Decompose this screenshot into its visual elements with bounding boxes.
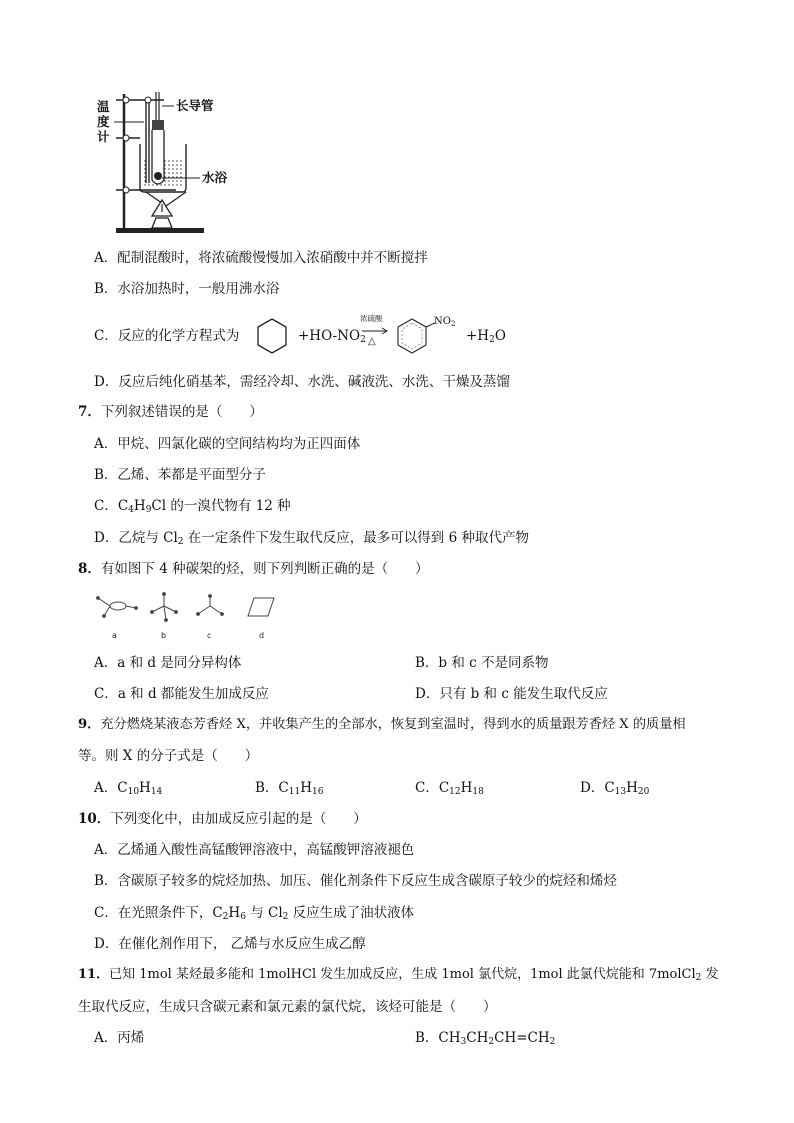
q10-option-b: B．含碳原子较多的烷烃加热、加压、催化剂条件下反应生成含碳原子较少的烷烃和烯烃 — [94, 873, 617, 889]
q9-option-b: B．$C_{11}H_{16}$ — [255, 780, 324, 797]
reaction-arrow-icon — [362, 326, 390, 336]
q6-option-d: D．反应后纯化硝基苯，需经冷却、水洗、碱液洗、水洗、干燥及蒸馏 — [94, 374, 510, 390]
skeleton-label-b: b — [161, 631, 167, 640]
apparatus-figure — [96, 88, 236, 236]
benzene-ring-reactant — [255, 317, 289, 355]
label-long-tube: 长导管 — [176, 98, 214, 113]
q8-option-b: B．b 和 c 不是同系物 — [415, 655, 549, 671]
skeleton-b — [151, 593, 178, 622]
q7-option-a: A．甲烷、四氯化碳的空间结构均为正四面体 — [94, 436, 361, 452]
skeleton-label-a: a — [112, 631, 117, 640]
label-thermometer-3: 计 — [97, 129, 110, 144]
q11-option-a: A．丙烯 — [94, 1030, 145, 1046]
q10-option-d: D．在催化剂作用下， 乙烯与水反应生成乙醇 — [94, 936, 366, 952]
q6-option-c — [94, 327, 239, 345]
q7-option-d: D．乙烷与 $Cl_2$ 在一定条件下发生取代反应，最多可以得到 6 种取代产物 — [94, 530, 529, 547]
q11-stem-line1: 11．已知 1mol 某烃最多能和 1molHCl 发生加成反应，生成 1mol 氯代烷，1mol 此氯代烷能和 7molCl$_2$ 发 — [78, 967, 719, 983]
label-thermometer-2: 度 — [97, 114, 110, 129]
q6-product-water: $+H_2O$ — [466, 328, 506, 345]
q8-stem: 8．有如图下 4 种碳架的烃，则下列判断正确的是（ ） — [78, 561, 429, 577]
skeleton-a — [97, 597, 138, 618]
skeleton-label-d: d — [259, 631, 265, 640]
label-thermometer-1: 温 — [97, 99, 110, 114]
q6-option-b: B．水浴加热时，一般用沸水浴 — [94, 281, 280, 297]
q9-option-d: D．$C_{13}H_{20}$ — [580, 780, 650, 797]
nitro-group-label: $NO_2$ — [434, 316, 456, 328]
q8-option-c: C．a 和 d 都能发生加成反应 — [94, 686, 269, 702]
skeleton-label-c: c — [207, 631, 212, 640]
q7-option-b: B．乙烯、苯都是平面型分子 — [94, 467, 266, 483]
q7-option-c: C．$C_4H_9Cl$ 的一溴代物有 12 种 — [94, 498, 291, 515]
nitrobenzene-ring-product — [395, 317, 435, 355]
q6-catalyst-label: 浓硫酸 — [360, 314, 383, 323]
q11-stem-line2: 生取代反应，生成只含碳元素和氯元素的氯代烷，该烃可能是（ ） — [78, 999, 497, 1015]
q8-option-d: D．只有 b 和 c 能发生取代反应 — [415, 686, 608, 702]
q6-option-a: A．配制混酸时，将浓硫酸慢慢加入浓硝酸中并不断搅拌 — [94, 250, 428, 266]
q9-option-a: A．$C_{10}H_{14}$ — [94, 780, 163, 797]
q10-option-c: C．在光照条件下，$C_2H_6$ 与 $Cl_2$ 反应生成了油状液体 — [94, 905, 415, 922]
label-water-bath: 水浴 — [202, 170, 228, 185]
q9-stem-line2: 等。则 X 的分子式是（ ） — [78, 748, 259, 764]
q9-option-c: C．$C_{12}H_{18}$ — [415, 780, 484, 797]
q8-option-a: A．a 和 d 是同分异构体 — [94, 655, 242, 671]
skeleton-d — [248, 598, 274, 616]
q6-reagent: $+HO-NO_2$ — [298, 328, 366, 345]
q6-option-c-prefix: C．反应的化学方程式为 — [94, 328, 240, 344]
skeleton-c — [197, 595, 224, 616]
q10-option-a: A．乙烯通入酸性高锰酸钾溶液中，高锰酸钾溶液褪色 — [94, 842, 415, 858]
q6-condition-heat: △ — [368, 336, 376, 347]
q7-stem: 7．下列叙述错误的是（ ） — [78, 404, 263, 420]
carbon-skeleton-figure — [92, 592, 282, 642]
q10-stem: 10．下列变化中，由加成反应引起的是（ ） — [78, 811, 367, 827]
q11-option-b: B．$CH_3CH_2CH=CH_2$ — [415, 1030, 556, 1047]
q9-stem-line1: 9．充分燃烧某液态芳香烃 X，并收集产生的全部水，恢复到室温时，得到水的质量跟芳香烃 X 的质量相 — [78, 717, 686, 732]
